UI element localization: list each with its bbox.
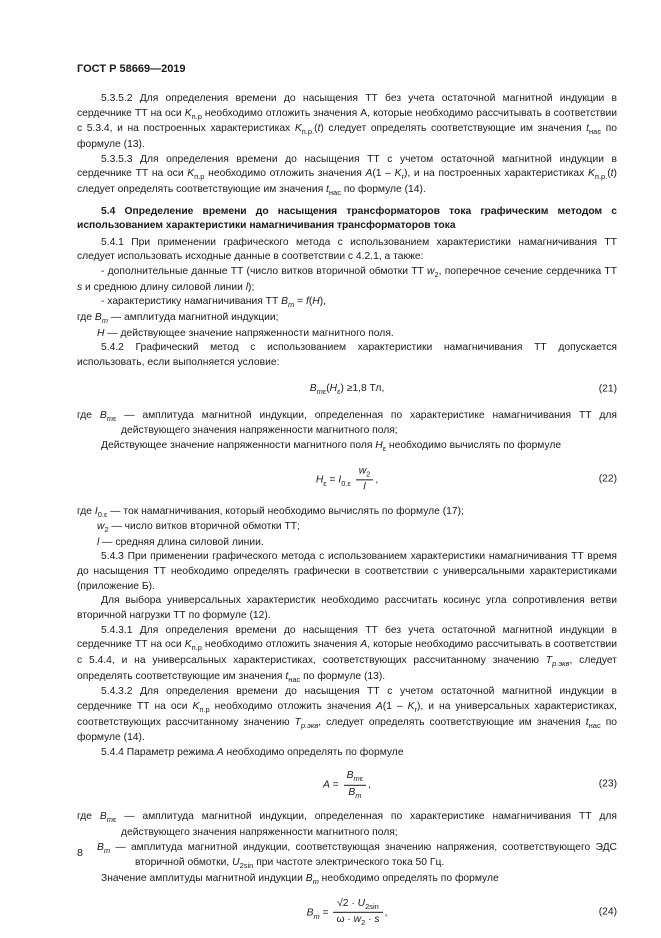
clause-5-4-3: 5.4.3 При применении графического метода с использованием характеристики намагничивания ТТ время до насыщения ТТ необходимо определять графически в соответствии с универсальными характеристиками (приложение Б).	[77, 551, 617, 592]
formula-21-expression: $B_{m\varepsilon}(H_\varepsilon) \ge 1,8$ Тл,	[309, 382, 385, 396]
where-bm-epsilon: где $B_{m\varepsilon}$ — амплитуда магнитной индукции, определенная по характеристике намагничивания ТТ для действующего значения напряженности магнитного поля;	[77, 409, 617, 437]
where-bm: где $B_m$ — амплитуда магнитной индукции;	[77, 312, 279, 326]
where-w2: $w_2$ — число витков вторичной обмотки ТТ;	[97, 521, 300, 535]
page-number: 8	[77, 847, 83, 859]
clause-5-4-2: 5.4.2 Графический метод с использованием характеристики намагничивания ТТ допускается использовать, если выполняется условие:	[77, 342, 617, 368]
formula-22-expression: $H_\varepsilon = I_{0.\varepsilon}$ $\frac{w_2}{l}$ ,	[315, 464, 379, 493]
list-item-magnetization-curve: - характеристику намагничивания ТТ $B_m = f(H)$,	[101, 296, 327, 310]
bm-formula-intro: Значение амплитуды магнитной индукции $B_m$ необходимо определять по формуле	[101, 873, 499, 887]
where-h: H — действующее значение напряженности магнитного поля.	[97, 327, 394, 339]
where-l: l — средняя длина силовой линии.	[97, 536, 264, 548]
clause-5-4-3-text: Для выбора универсальных характеристик необходимо рассчитать косинус угла сопротивления ветви вторичной нагрузки ТТ по формуле (12).	[77, 595, 617, 621]
formula-22-number: (22)	[598, 473, 617, 485]
formula-22	[77, 461, 617, 499]
formula-23-expression: A = $B_{m\varepsilon}$ $B_m$ ,	[323, 770, 371, 800]
formula-21-number: (21)	[598, 383, 617, 395]
clause-5-4-4: 5.4.4 Параметр режима A необходимо определять по формуле	[101, 746, 404, 758]
formula-24-number: (24)	[598, 906, 617, 918]
clause-5-4-1: 5.4.1 При применении графического метода с использованием характеристики намагничивания ТТ следует использовать исходные данные в соответствии с 4.2.1, а также:	[77, 236, 617, 263]
list-item-additional-data: - дополнительные данные ТТ (число витков вторичной обмотки ТТ $w_2$, поперечное сечение сердечника ТТ s и среднюю длину силовой линии l);	[77, 266, 617, 293]
formula-24-expression: $B_m$ = $\frac{√2 \cdot U_{2sin}}{\omega \cdot w_2 \cdot s}$ ,	[306, 897, 388, 928]
where-bm-epsilon-2: где $B_{m\varepsilon}$ — амплитуда магнитной индукции, определенная по характеристике намагничивания ТТ для действующего значения напряженности магнитного поля;	[77, 811, 617, 839]
document-header: ГОСТ Р 58669—2019	[77, 63, 186, 75]
clause-5-4-3-2: 5.4.3.2 Для определения времени до насыщения ТТ с учетом остаточной магнитной индукции в сердечнике ТТ на оси $K_{п.р}$ необходимо отложить значения $A(1 - K_r)$, и на универсальных характеристиках, соответствующих рассчитанному значению $T_{р.экв}$, следует определять соответствующие им значения $t_{нас}$ по формуле (14).	[77, 686, 617, 744]
formula-23-number: (23)	[598, 779, 617, 791]
clause-5-3-5-2: 5.3.5.2 Для определения времени до насыщения ТТ без учета остаточной магнитной индукции в сердечнике ТТ на оси $K_{п.р}$ необходимо отложить значения A, которые необходимо рассчитывать в соответствии с 5.3.4, и на построенных характеристиках $K_{п.р.}(t)$ следует определять соответствующие им значения $t_{нас}$ по формуле (13).	[77, 93, 617, 150]
formula-23	[77, 766, 617, 804]
field-strength-intro: Действующее значение напряженности магнитного поля $H_\varepsilon$ необходимо вычислять по формуле	[101, 439, 562, 453]
where-i0: где $I_{0.\varepsilon}$ — ток намагничивания, который необходимо вычислять по формуле (17);	[77, 505, 464, 519]
clause-5-3-5-3: 5.3.5.3 Для определения времени до насыщения ТТ с учетом остаточной магнитной индукции в сердечнике ТТ на оси $K_{п.р}$ необходимо отложить значения $A(1 - K_r)$, и на построенных характеристиках $K_{п.р.}(t)$ следует определять соответствующие им значения $t_{нас}$ по формуле (14).	[77, 153, 617, 197]
formula-21	[77, 377, 617, 403]
section-heading-5-4: 5.4 Определение времени до насыщения трансформаторов тока графическим методом с использованием характеристики намагничивания трансформаторов тока	[77, 205, 617, 232]
formula-24	[77, 894, 617, 932]
where-bm-2: $B_m$ — амплитуда магнитной индукции, соответствующая значению напряжения, соответствующего ЭДС вторичной обмотки, $U_{2sin}$ при частоте электрического тока 50 Гц.	[97, 841, 617, 871]
page-content	[77, 92, 617, 938]
clause-5-4-3-1: 5.4.3.1 Для определения времени до насыщения ТТ без учета остаточной магнитной индукции в сердечнике ТТ на оси $K_{п.р}$ необходимо отложить значения A, которые необходимо рассчитывать в соответствии с 5.4.4, и на универсальных характеристиках, соответствующих рассчитанному значению $T_{р.экв}$, следует определять соответствующие им значения $t_{нас}$ по формуле (13).	[77, 624, 617, 684]
